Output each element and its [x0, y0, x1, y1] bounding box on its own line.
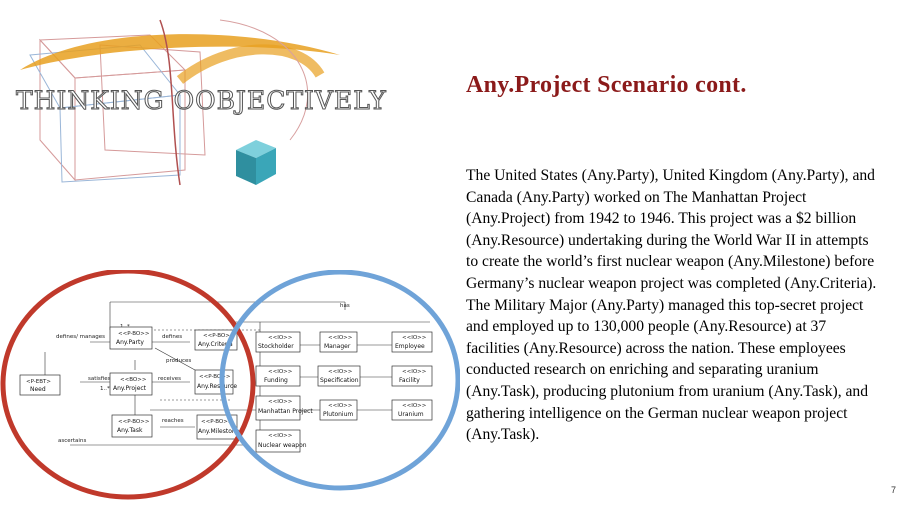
svg-text:Funding: Funding: [264, 377, 288, 384]
node-employee: [392, 332, 432, 352]
svg-text:<<IO>>: <<IO>>: [402, 403, 427, 409]
svg-text:<<IO>>: <<IO>>: [328, 335, 353, 341]
body-paragraph: The United States (Any.Party), United Kingdom (Any.Party), and Canada (Any.Party) worked on The Manhattan Project (Any.Project) from 1942 to 1946. This project was a $2 billion (Any.Resource) undertaking during the World War II in attempts to create the world’s first nuclear weapon (Any.Milestone) before Germany’s nuclear weapon project was completed (Any.Criteria). The Military Major (Any.Party) managed this top-secret project and employed up to 130,000 people (Any.Resource) at 37 facilities (Any.Resource) across the nation. These employees conducted research on enriching and separating uranium (Any.Task), producing plutonium from uranium (Any.Task), and gathering intelligence on the German nuclear weapon project (Any.Task).: [466, 167, 877, 444]
node-nuclear-weapon: [256, 430, 307, 452]
svg-text:Any.Task: Any.Task: [117, 427, 143, 434]
svg-text:<<P-BO>>: <<P-BO>>: [199, 374, 231, 380]
node-funding: [256, 366, 300, 386]
logo: [0, 0, 400, 200]
svg-text:Nuclear weapon: Nuclear weapon: [258, 442, 307, 449]
node-any-party: [110, 327, 152, 349]
node-uranium: [392, 400, 432, 420]
svg-text:Any.Milestone: Any.Milestone: [198, 428, 240, 435]
svg-text:Specification: Specification: [320, 377, 359, 384]
svg-text:<<IO>>: <<IO>>: [268, 335, 293, 341]
svg-text:<<IO>>: <<IO>>: [402, 335, 427, 341]
node-any-task: [112, 415, 152, 437]
node-plutonium: [320, 400, 357, 420]
node-stockholder: [256, 332, 300, 352]
relation-label: ascertains: [58, 438, 87, 444]
node-manhattan-project: [256, 396, 313, 420]
node-manager: [320, 332, 357, 352]
svg-text:Any.Criteria: Any.Criteria: [198, 341, 233, 348]
svg-text:<<P-BO>>: <<P-BO>>: [201, 419, 233, 425]
relation-label: has: [340, 303, 350, 309]
node-any-resource: [195, 370, 237, 394]
relation-label: defines/ manages: [56, 334, 106, 340]
svg-text:Any.Resource: Any.Resource: [197, 383, 238, 390]
svg-text:Any.Project: Any.Project: [113, 385, 147, 392]
svg-text:<P-EBT>: <P-EBT>: [26, 379, 52, 385]
relation-label: satisfies: [88, 376, 111, 382]
node-need: [20, 375, 60, 395]
class-diagram: [0, 270, 460, 511]
svg-text:<<P-BO>>: <<P-BO>>: [203, 333, 235, 339]
svg-text:Uranium: Uranium: [398, 411, 424, 418]
svg-text:<<IO>>: <<IO>>: [268, 399, 293, 405]
node-facility: [392, 366, 432, 386]
svg-text:Facility: Facility: [399, 377, 420, 384]
relation-label: produces: [166, 358, 192, 364]
svg-text:<<IO>>: <<IO>>: [328, 403, 353, 409]
svg-text:<<IO>>: <<IO>>: [268, 433, 293, 439]
teal-cube: [236, 140, 276, 185]
svg-text:<<IO>>: <<IO>>: [328, 369, 353, 375]
logo-wordmark: THINKING OOBJECTIVELY: [16, 86, 387, 115]
relation-label: defines: [162, 334, 183, 340]
node-specification: [318, 366, 360, 386]
relation-label: reaches: [162, 418, 184, 424]
svg-text:Stockholder: Stockholder: [258, 343, 294, 350]
page-number: 7: [891, 485, 897, 495]
svg-text:<<IO>>: <<IO>>: [402, 369, 427, 375]
svg-text:<<P-BO>>: <<P-BO>>: [118, 419, 150, 425]
svg-text:Need: Need: [30, 386, 46, 393]
svg-text:<<IO>>: <<IO>>: [268, 369, 293, 375]
svg-text:Any.Party: Any.Party: [116, 339, 144, 346]
svg-text:Manager: Manager: [324, 343, 351, 350]
svg-text:Plutonium: Plutonium: [323, 411, 354, 418]
svg-text:Manhattan Project: Manhattan Project: [258, 408, 313, 415]
slide-title: Any.Project Scenario cont.: [466, 72, 747, 98]
node-any-project: [110, 373, 152, 395]
relation-label: receives: [158, 376, 181, 382]
svg-text:<<BO>>: <<BO>>: [120, 377, 147, 383]
svg-text:<<P-BO>>: <<P-BO>>: [118, 331, 150, 337]
class-diagram-svg: [0, 270, 460, 511]
multiplicity-label: 1..*: [100, 386, 110, 392]
svg-text:Employee: Employee: [395, 343, 425, 350]
